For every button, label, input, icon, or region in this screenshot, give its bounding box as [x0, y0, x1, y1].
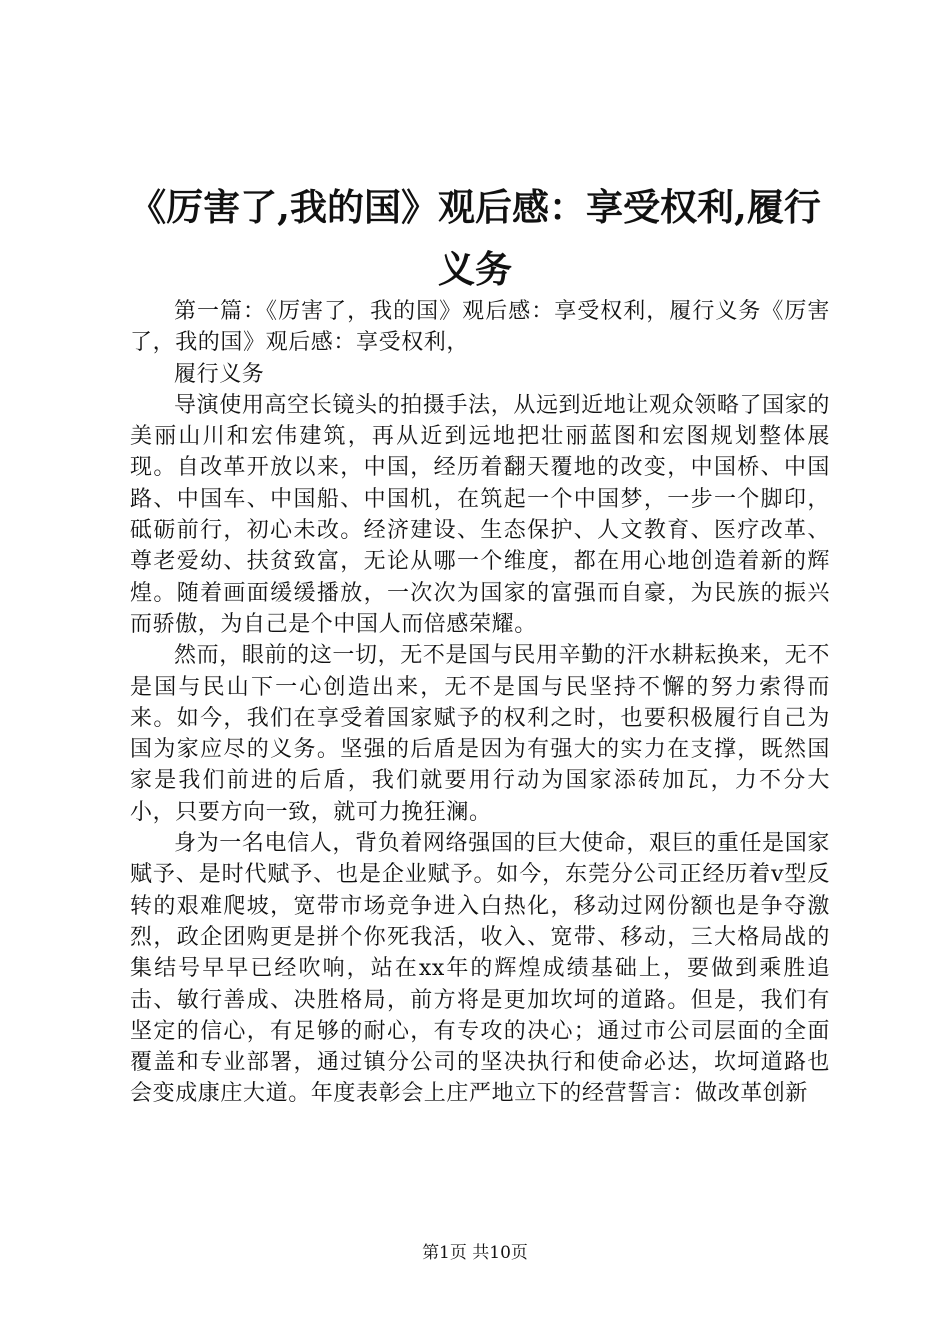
document-title: 《厉害了,我的国》观后感：享受权利,履行义务	[129, 185, 821, 291]
paragraph-director: 导演使用高空长镜头的拍摄手法，从远到近地让观众领略了国家的美丽山川和宏伟建筑，再从近到远地把壮丽蓝图和宏图规划整体展现。自改革开放以来，中国，经历着翻天覆地的改变，中国桥、中国路、中国车、中国船、中国机，在筑起一个中国梦，一步一个脚印，砥砺前行，初心未改。经济建设、生态保护、人文教育、医疗改革、尊老爱幼、扶贫致富，无论从哪一个维度，都在用心地创造着新的辉煌。随着画面缓缓播放，一次次为国家的富强而自豪，为民族的振兴而骄傲，为自己是个中国人而倍感荣耀。	[130, 392, 830, 637]
page-footer: 第1页 共10页	[422, 1243, 528, 1263]
paragraph-however: 然而，眼前的这一切，无不是国与民用辛勤的汗水耕耘换来，无不是国与民山下一心创造出来，无不是国与民坚持不懈的努力索得而来。如今，我们在享受着国家赋予的权利之时，也要积极履行自己为国为家应尽的义务。坚强的后盾是因为有强大的实力在支撑，既然国家是我们前进的后盾，我们就要用行动为国家添砖加瓦，力不分大小，只要方向一致，就可力挽狂澜。	[130, 643, 830, 825]
document-body	[130, 296, 830, 1110]
paragraph-intro: 第一篇：《厉害了，我的国》观后感：享受权利，履行义务《厉害了，我的国》观后感：享受权利，	[130, 299, 830, 356]
paragraph-subtitle: 履行义务	[174, 361, 265, 387]
paragraph-telecom: 身为一名电信人，背负着网络强国的巨大使命，艰巨的重任是国家赋予、是时代赋予、也是企业赋予。如今，东莞分公司正经历着v型反转的艰难爬坡，宽带市场竞争进入白热化，移动过网份额也是争夺激烈，政企团购更是拼个你死我活，收入、宽带、移动，三大格局战的集结号早早已经吹响，站在xx年的辉煌成绩基础上，要做到乘胜追击、敏行善成、决胜格局，前方将是更加坎坷的道路。但是，我们有坚定的信心，有足够的耐心，有专攻的决心；通过市公司层面的全面覆盖和专业部署，通过镇分公司的坚决执行和使命必达，坎坷道路也会变成康庄大道。年度表彰会上庄严地立下的经营誓言：做改革创新	[130, 831, 830, 1107]
